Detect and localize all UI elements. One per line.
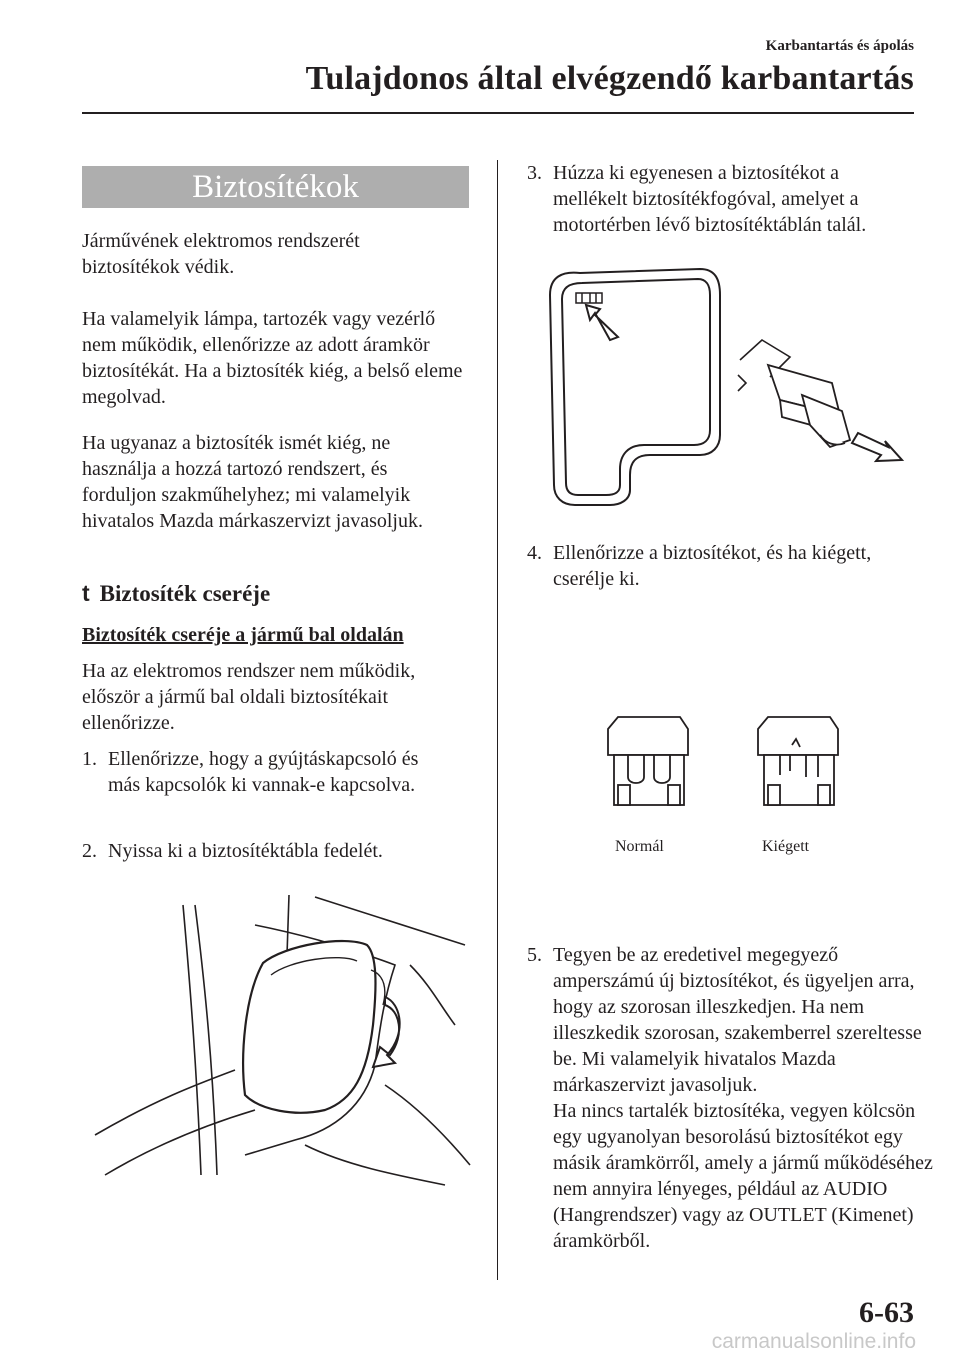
normal-fuse-label: Normál [615, 838, 664, 855]
step-1 [82, 746, 472, 798]
subsection-paragraph: Ha az elektromos rendszer nem működik, először a jármű bal oldali biztosítékait ellenőrizze. [82, 660, 416, 734]
normal-fuse [608, 717, 688, 805]
section-heading-text: Biztosíték cseréje [99, 581, 271, 606]
step-number: 3. [527, 162, 542, 184]
step-2 [82, 838, 472, 864]
intro-paragraph-3: Ha ugyanaz a biztosíték ismét kiég, ne használja a hozzá tartozó rendszert, és forduljon szakműhelyhez; mi valamelyik hivatalos Mazda márkaszervizt javasoljuk. [82, 432, 423, 532]
topic-banner: Biztosítékok [82, 166, 469, 208]
watermark: carmanualsonline.info [711, 1330, 916, 1353]
fuse-puller-illustration [540, 265, 910, 510]
step-number: 2. [82, 840, 97, 862]
column-divider [497, 160, 498, 1280]
blown-fuse [758, 717, 838, 805]
step-text: Ellenőrizze a biztosítékot, és ha kiégett, cserélje ki. [553, 542, 872, 590]
section-marker: t [82, 580, 90, 606]
step-3 [527, 160, 927, 238]
section-heading [82, 580, 270, 607]
step-text: Húzza ki egyenesen a biztosítékot a mellékelt biztosítékfogóval, amelyet a motortérben lévő biztosítéktáblán talál. [553, 162, 867, 236]
page-number: 6-63 [859, 1296, 914, 1329]
blown-fuse-label: Kiégett [762, 838, 810, 855]
fuse-comparison-illustration [600, 715, 840, 825]
fuse-cover-illustration [95, 885, 475, 1185]
step-number: 4. [527, 542, 542, 564]
subsection-heading: Biztosíték cseréje a jármű bal oldalán [82, 624, 404, 646]
step-4 [527, 540, 927, 592]
step-text: Nyissa ki a biztosítéktábla fedelét. [108, 840, 383, 862]
step-text: Ellenőrizze, hogy a gyújtáskapcsoló és más kapcsolók ki vannak-e kapcsolva. [108, 748, 419, 796]
chapter-title: Karbantartás és ápolás [765, 38, 914, 54]
step-number: 5. [527, 944, 542, 966]
step-text: Tegyen be az eredetivel megegyező amperszámú új biztosítékot, és ügyeljen arra, hogy az szorosan illeszkedjen. Ha nem illeszkedik szorosan, szakemberrel szereltesse be. Mi valamelyik hivatalos Mazda márkaszervizt javasoljuk. Ha nincs tartalék biztosítéka, vegyen kölcsön egy ugyanolyan besorolású biztosítékot egy másik áramkörről, amely a jármű működéséhez nem annyira lényeges, például az AUDIO (Hangrendszer) vagy az OUTLET (Kimenet) áramkörből. [553, 944, 933, 1252]
section-header: Tulajdonos által elvégzendő karbantartás [305, 60, 914, 97]
intro-paragraph-1: Járművének elektromos rendszerét biztosítékok védik. [82, 230, 360, 278]
header-rule [82, 112, 914, 114]
step-5 [527, 942, 933, 1254]
intro-paragraph-2: Ha valamelyik lámpa, tartozék vagy vezérlő nem működik, ellenőrizze az adott áramkör biztosítékát. Ha a biztosíték kiég, a belső eleme megolvad. [82, 308, 463, 408]
step-number: 1. [82, 748, 97, 770]
